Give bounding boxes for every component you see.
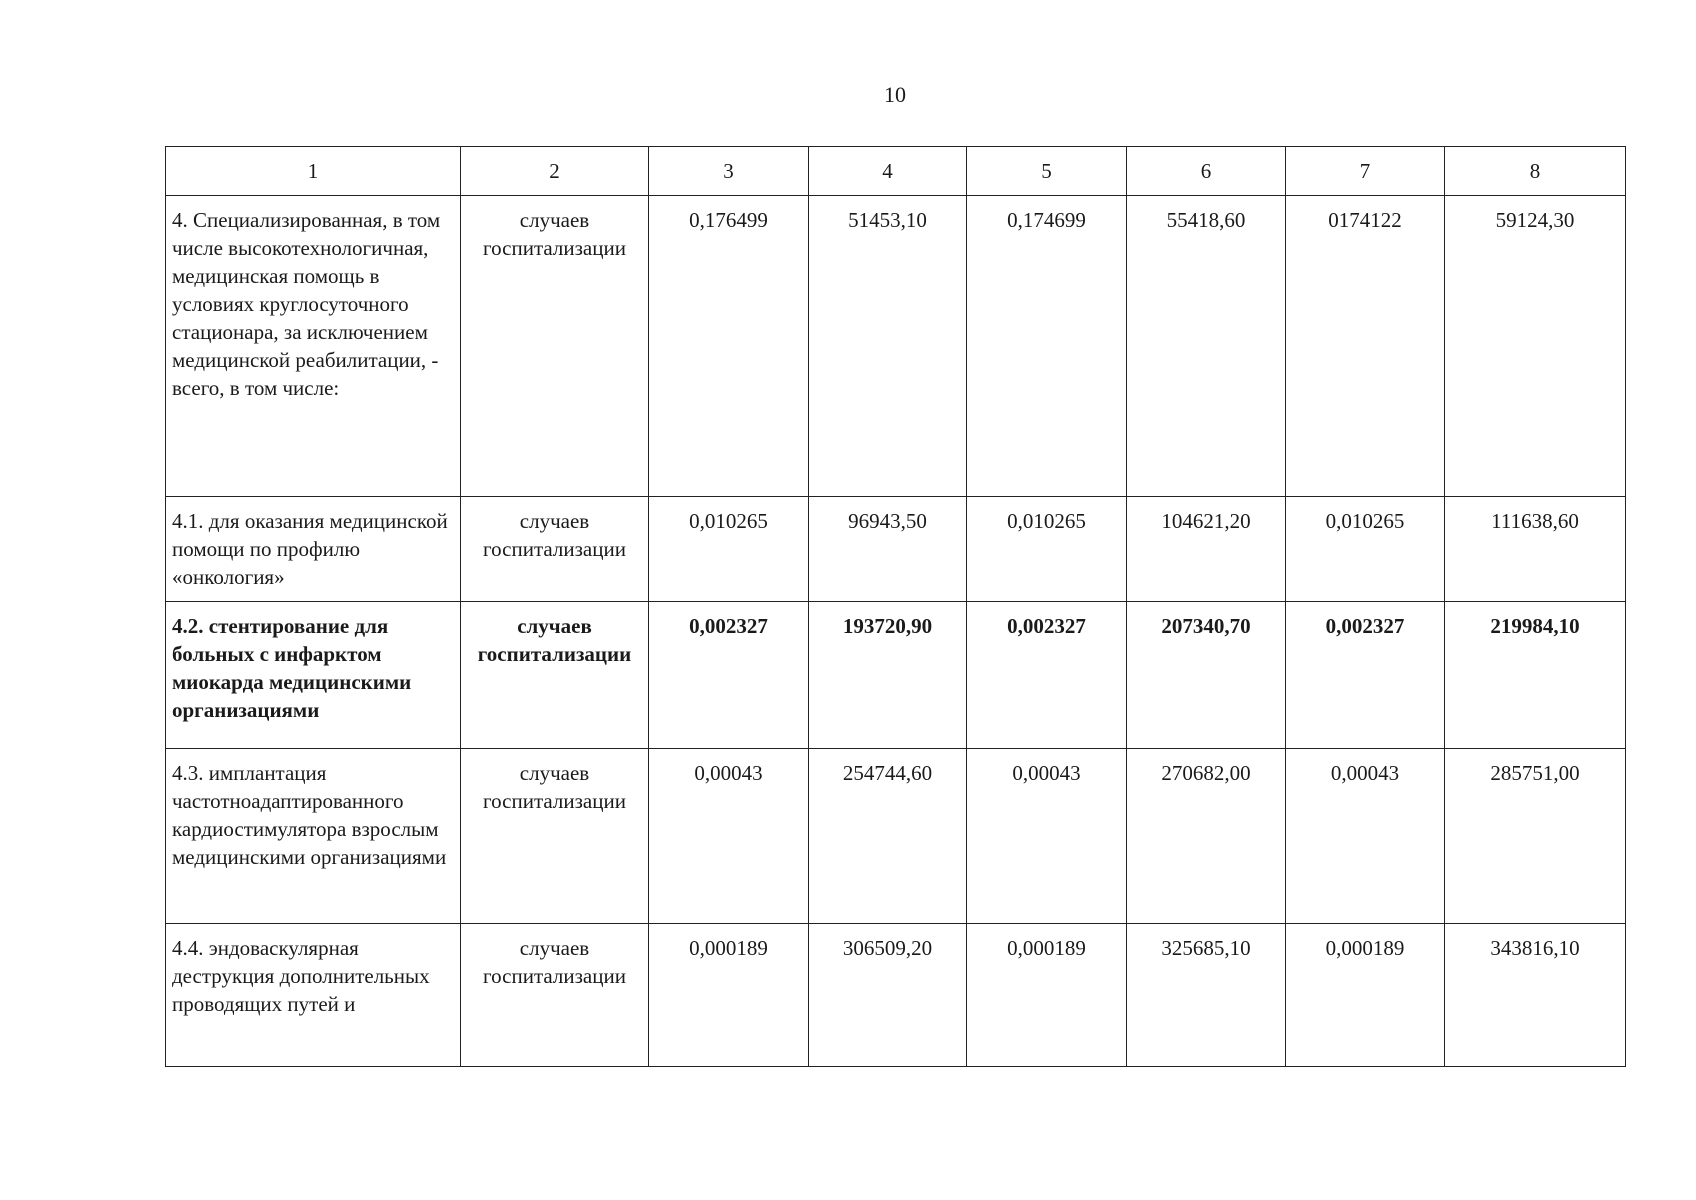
- row-description: 4. Специализированная, в том числе высокотехнологичная, медицинская помощь в условиях круглосуточного стационара, за исключением медицинской реабилитации, - всего, в том числе:: [166, 196, 461, 497]
- table-row: [166, 924, 1626, 1067]
- row-value: 0,010265: [649, 497, 809, 602]
- row-value: 270682,00: [1127, 749, 1286, 924]
- row-value: 0,00043: [1286, 749, 1445, 924]
- column-header: 4: [809, 147, 967, 196]
- row-value: 0174122: [1286, 196, 1445, 497]
- row-description: 4.3. имплантация частотноадаптированного кардиостимулятора взрослым медицинскими организациями: [166, 749, 461, 924]
- row-value: 51453,10: [809, 196, 967, 497]
- row-value: 0,010265: [1286, 497, 1445, 602]
- row-value: 0,176499: [649, 196, 809, 497]
- row-description: 4.1. для оказания медицинской помощи по профилю «онкология»: [166, 497, 461, 602]
- row-description: 4.2. стентирование для больных с инфарктом миокарда медицинскими организациями: [166, 602, 461, 749]
- row-value: 0,000189: [967, 924, 1127, 1067]
- header-row: [166, 147, 1626, 196]
- row-value: 111638,60: [1445, 497, 1626, 602]
- row-value: 0,002327: [967, 602, 1127, 749]
- row-value: 343816,10: [1445, 924, 1626, 1067]
- column-header: 7: [1286, 147, 1445, 196]
- row-value: 306509,20: [809, 924, 967, 1067]
- column-header: 3: [649, 147, 809, 196]
- column-header: 6: [1127, 147, 1286, 196]
- row-value: 0,00043: [649, 749, 809, 924]
- row-unit: случаев госпитализации: [461, 196, 649, 497]
- row-unit: случаев госпитализации: [461, 924, 649, 1067]
- row-value: 0,010265: [967, 497, 1127, 602]
- row-value: 96943,50: [809, 497, 967, 602]
- page-number: 10: [884, 82, 906, 107]
- row-value: 0,000189: [1286, 924, 1445, 1067]
- column-header: 2: [461, 147, 649, 196]
- table-row: [166, 602, 1626, 749]
- row-value: 0,174699: [967, 196, 1127, 497]
- row-value: 254744,60: [809, 749, 967, 924]
- table-row: [166, 749, 1626, 924]
- data-table: [165, 146, 1626, 1067]
- row-value: 207340,70: [1127, 602, 1286, 749]
- row-value: 0,002327: [649, 602, 809, 749]
- row-unit: случаев госпитализации: [461, 749, 649, 924]
- row-value: 0,000189: [649, 924, 809, 1067]
- table-row: [166, 196, 1626, 497]
- column-header: 5: [967, 147, 1127, 196]
- column-header: 8: [1445, 147, 1626, 196]
- column-header: 1: [166, 147, 461, 196]
- row-value: 59124,30: [1445, 196, 1626, 497]
- row-description: 4.4. эндоваскулярная деструкция дополнительных проводящих путей и: [166, 924, 461, 1067]
- row-value: 0,00043: [967, 749, 1127, 924]
- row-value: 0,002327: [1286, 602, 1445, 749]
- table-row: [166, 497, 1626, 602]
- row-value: 193720,90: [809, 602, 967, 749]
- row-value: 55418,60: [1127, 196, 1286, 497]
- row-value: 285751,00: [1445, 749, 1626, 924]
- row-value: 325685,10: [1127, 924, 1286, 1067]
- row-value: 104621,20: [1127, 497, 1286, 602]
- row-value: 219984,10: [1445, 602, 1626, 749]
- row-unit: случаев госпитализации: [461, 602, 649, 749]
- row-unit: случаев госпитализации: [461, 497, 649, 602]
